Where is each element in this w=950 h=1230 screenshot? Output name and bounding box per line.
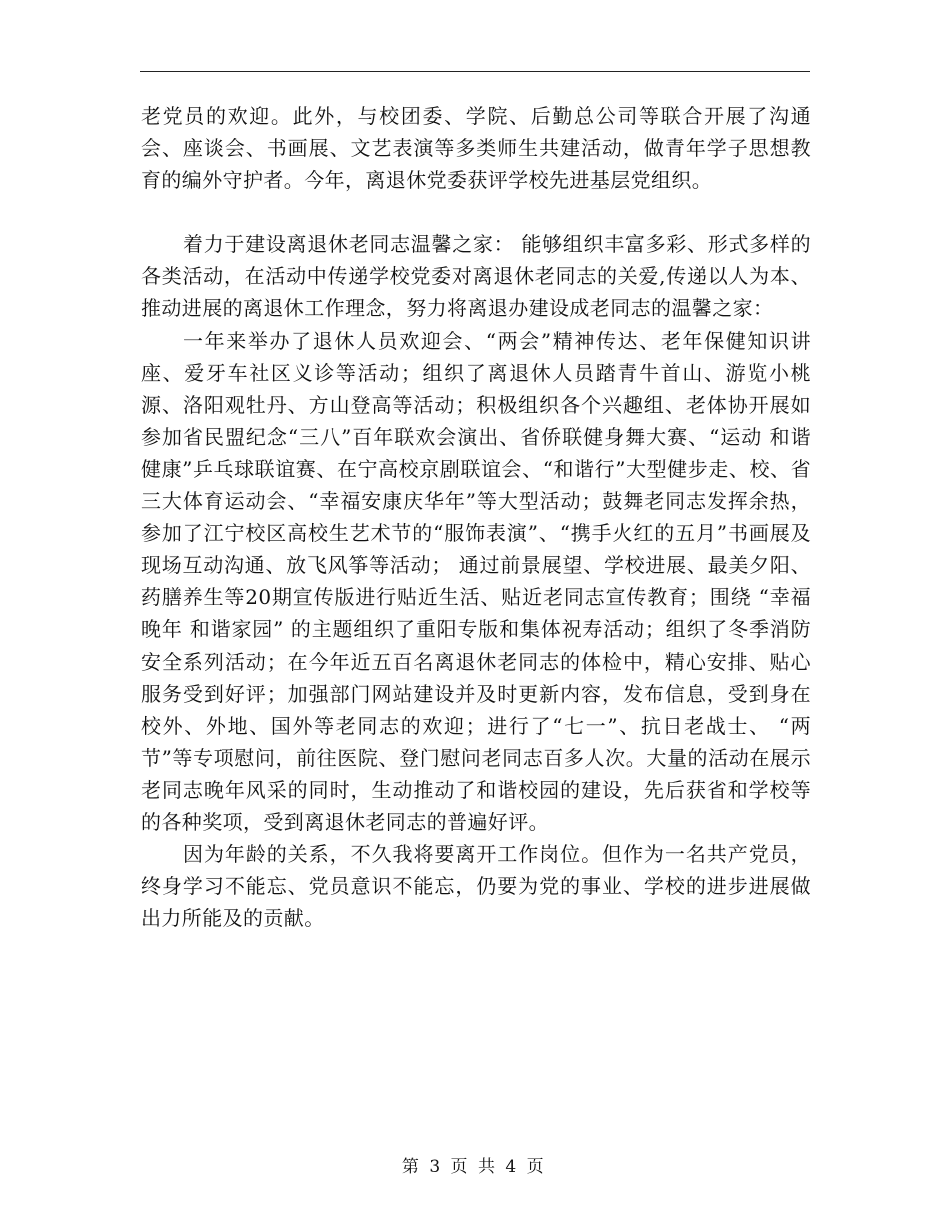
paragraph-4: 因为年龄的关系，不久我将要离开工作岗位。但作为一名共产党员，终身学习不能忘、党员意识不能忘，仍要为党的事业、学校的进步进展做出力所能及的贡献。 — [141, 842, 811, 931]
footer-current-page: 3 — [429, 1157, 441, 1177]
footer-total-word: 共 — [477, 1157, 496, 1177]
paragraph-gap — [141, 196, 811, 228]
paragraph-2: 着力于建设离退休老同志温馨之家： 能够组织丰富多彩、形式多样的各类活动，在活动中传递学校党委对离退休老同志的关爱,传递以人为本、推动进展的离退休工作理念，努力将离退办建设成老同志的温馨之家： — [141, 232, 811, 321]
footer-total-pages: 4 — [505, 1157, 517, 1177]
footer-page-word: 页 — [450, 1157, 469, 1177]
footer-prefix: 第 — [401, 1157, 420, 1177]
header-rule — [140, 71, 810, 72]
footer-suffix: 页 — [526, 1157, 545, 1177]
document-body — [141, 100, 811, 934]
paragraph-3: 一年来举办了退休人员欢迎会、“两会”精神传达、老年保健知识讲座、爱牙车社区义诊等活动；组织了离退休人员踏青牛首山、游览小桃源、洛阳观牡丹、方山登高等活动；积极组织各个兴趣组、老体协开展如参加省民盟纪念“三八”百年联欢会演出、省侨联健身舞大赛、“运动 和谐 健康”乒乓球联谊赛、在宁高校京剧联谊会、“和谐行”大型健步走、校、省三大体育运动会、“幸福安康庆华年”等大型活动；鼓舞老同志发挥余热，参加了江宁校区高校生艺术节的“服饰表演”、“携手火红的五月”书画展及现场互动沟通、放飞风筝等活动； 通过前景展望、学校进展、最美夕阳、药膳养生等20期宣传版进行贴近生活、贴近老同志宣传教育；围绕 “幸福晚年 和谐家园” 的主题组织了重阳专版和集体祝寿活动；组织了冬季消防安全系列活动；在今年近五百名离退休老同志的体检中，精心安排、贴心服务受到好评；加强部门网站建设并及时更新内容，发布信息，受到身在校外、外地、国外等老同志的欢迎；进行了“七一”、抗日老战士、 “两节”等专项慰问，前往医院、登门慰问老同志百多人次。大量的活动在展示老同志晚年风采的同时，生动推动了和谐校园的建设，先后获省和学校等的各种奖项，受到离退休老同志的普遍好评。 — [141, 328, 811, 834]
page-footer — [0, 1152, 950, 1177]
paragraph-1: 老党员的欢迎。此外，与校团委、学院、后勤总公司等联合开展了沟通会、座谈会、书画展、文艺表演等多类师生共建活动，做青年学子思想教育的编外守护者。今年，离退休党委获评学校先进基层党组织。 — [141, 104, 811, 193]
